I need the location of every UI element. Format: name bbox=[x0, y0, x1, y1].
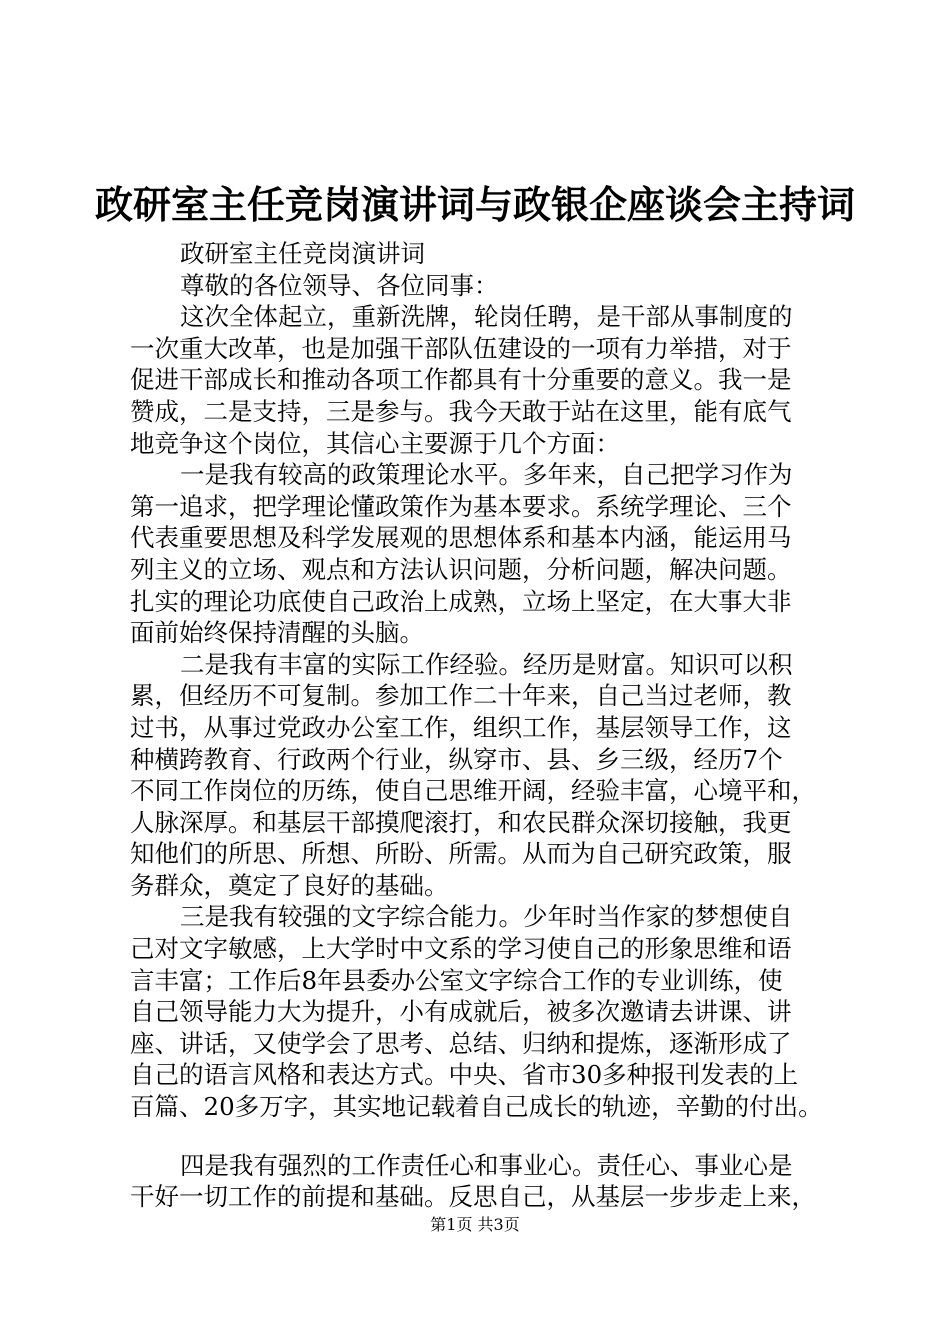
paragraph-line: 过书，从事过党政办公室工作，组织工作，基层领导工作，这 bbox=[130, 712, 792, 742]
salutation-line: 尊敬的各位领导、各位同事： bbox=[180, 270, 499, 300]
paragraph-line: 二是我有丰富的实际工作经验。经历是财富。知识可以积 bbox=[180, 649, 793, 679]
paragraph-line: 赞成，二是支持，三是参与。我今天敢于站在这里，能有底气 bbox=[130, 396, 792, 426]
paragraph-line: 一是我有较高的政策理论水平。多年来，自己把学习作为 bbox=[180, 460, 793, 490]
paragraph-line: 自己的语言风格和表达方式。中央、省市30多种报刊发表的上 bbox=[130, 1060, 799, 1090]
paragraph-line: 四是我有强烈的工作责任心和事业心。责任心、事业心是 bbox=[180, 1150, 793, 1180]
paragraph-line: 知他们的所思、所想、所盼、所需。从而为自己研究政策，服 bbox=[130, 839, 792, 869]
paragraph-line: 种横跨教育、行政两个行业，纵穿市、县、乡三级，经历7个 bbox=[130, 744, 783, 774]
paragraph-line: 言丰富；工作后8年县委办公室文字综合工作的专业训练，使 bbox=[130, 965, 783, 995]
paragraph-line: 座、讲话，又使学会了思考、总结、归纳和提炼，逐渐形成了 bbox=[130, 1028, 792, 1058]
paragraph-line: 扎实的理论功底使自己政治上成熟，立场上坚定，在大事大非 bbox=[130, 586, 792, 616]
page-footer: 第1页 共3页 bbox=[430, 1215, 520, 1234]
paragraph-line: 百篇、20多万字，其实地记载着自己成长的轨迹，辛勤的付出。 bbox=[130, 1092, 823, 1122]
paragraph-line: 面前始终保持清醒的头脑。 bbox=[130, 618, 424, 648]
paragraph-line: 列主义的立场、观点和方法认识问题，分析问题，解决问题。 bbox=[130, 554, 792, 584]
paragraph-line: 一次重大改革，也是加强干部队伍建设的一项有力举措，对于 bbox=[130, 333, 792, 363]
paragraph-line: 三是我有较强的文字综合能力。少年时当作家的梦想使自 bbox=[180, 902, 793, 932]
paragraph-line: 代表重要思想及科学发展观的思想体系和基本内涵，能运用马 bbox=[130, 523, 792, 553]
paragraph-line: 务群众，奠定了良好的基础。 bbox=[130, 870, 449, 900]
paragraph-gap bbox=[130, 1123, 850, 1150]
document-body bbox=[130, 238, 850, 1213]
paragraph-line: 累，但经历不可复制。参加工作二十年来，自己当过老师，教 bbox=[130, 681, 792, 711]
paragraph-line: 这次全体起立，重新洗牌，轮岗任聘，是干部从事制度的 bbox=[180, 302, 793, 332]
paragraph-line: 不同工作岗位的历练，使自己思维开阔，经验丰富，心境平和， bbox=[130, 776, 816, 806]
paragraph-line: 促进干部成长和推动各项工作都具有十分重要的意义。我一是 bbox=[130, 365, 792, 395]
paragraph-line: 自己领导能力大为提升，小有成就后，被多次邀请去讲课、讲 bbox=[130, 997, 792, 1027]
document-title: 政研室主任竞岗演讲词与政银企座谈会主持词 bbox=[94, 182, 855, 227]
paragraph-line: 地竞争这个岗位，其信心主要源于几个方面： bbox=[130, 428, 620, 458]
paragraph-line: 人脉深厚。和基层干部摸爬滚打，和农民群众深切接触，我更 bbox=[130, 807, 792, 837]
subtitle-line: 政研室主任竞岗演讲词 bbox=[180, 239, 425, 268]
paragraph-line: 干好一切工作的前提和基础。反思自己，从基层一步步走上来， bbox=[130, 1182, 816, 1212]
paragraph-line: 第一追求，把学理论懂政策作为基本要求。系统学理论、三个 bbox=[130, 491, 792, 521]
paragraph-line: 己对文字敏感，上大学时中文系的学习使自己的形象思维和语 bbox=[130, 934, 792, 964]
